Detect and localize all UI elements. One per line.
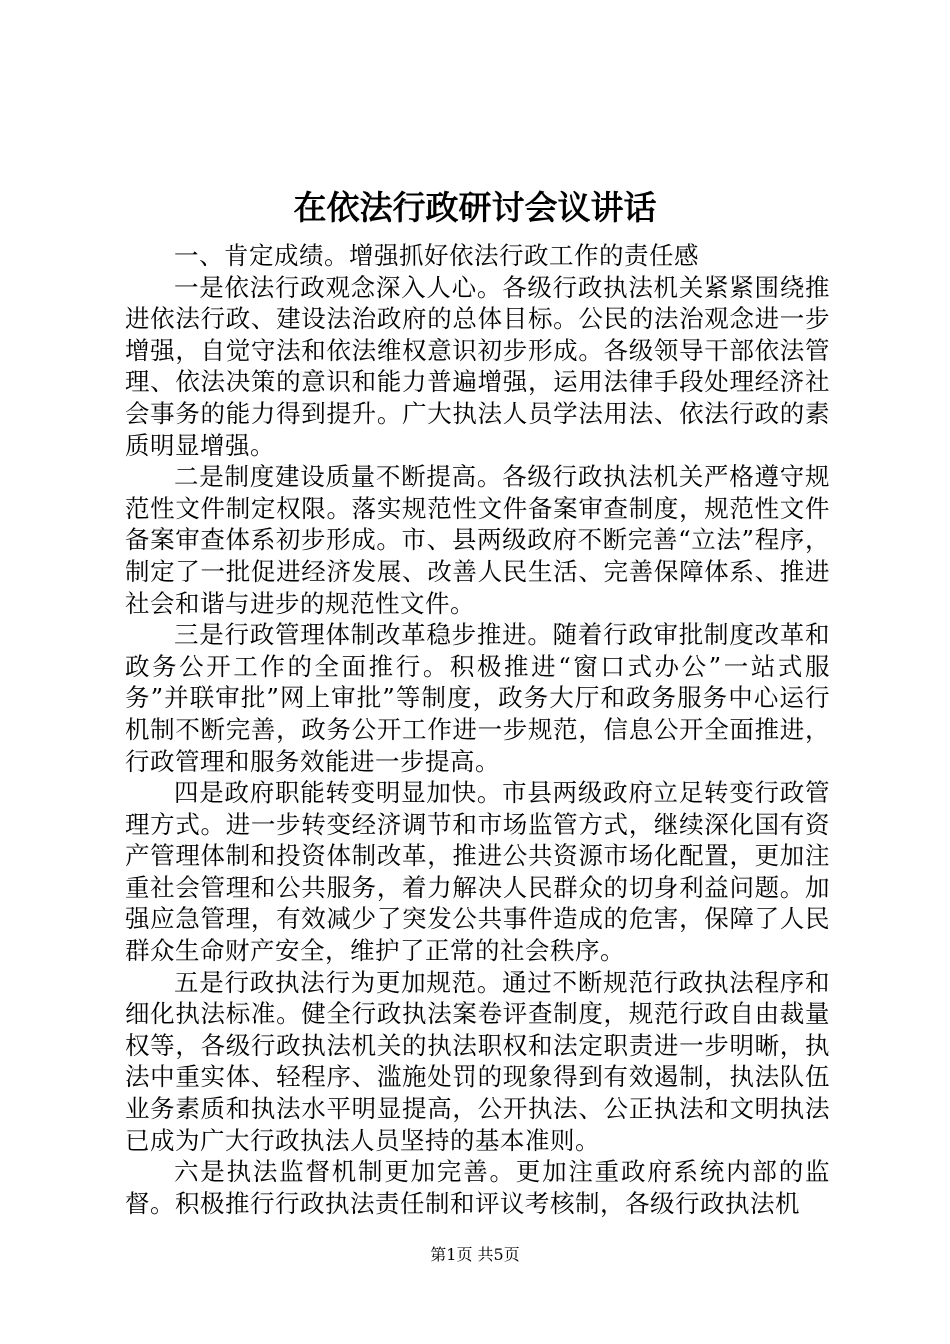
- document-body: [125, 240, 830, 1219]
- paragraph-point-three: 三是行政管理体制改革稳步推进。随着行政审批制度改革和政务公开工作的全面推行。积极推进“窗口式办公”一站式服务”并联审批”网上审批”等制度，政务大厅和政务服务中心运行机制不断完善，政务公开工作进一步规范，信息公开全面推进，行政管理和服务效能进一步提高。: [125, 620, 830, 776]
- document-title: 在依法行政研讨会议讲话: [293, 188, 657, 227]
- paragraph-point-four: 四是政府职能转变明显加快。市县两级政府立足转变行政管理方式。进一步转变经济调节和市场监管方式，继续深化国有资产管理体制和投资体制改革，推进公共资源市场化配置，更加注重社会管理和公共服务，着力解决人民群众的切身利益问题。加强应急管理，有效减少了突发公共事件造成的危害，保障了人民群众生命财产安全，维护了正常的社会秩序。: [125, 778, 830, 966]
- paragraph-point-two: 二是制度建设质量不断提高。各级行政执法机关严格遵守规范性文件制定权限。落实规范性文件备案审查制度，规范性文件备案审查体系初步形成。市、县两级政府不断完善“立法”程序，制定了一批促进经济发展、改善人民生活、完善保障体系、推进社会和谐与进步的规范性文件。: [125, 462, 830, 618]
- paragraph-point-six: 六是执法监督机制更加完善。更加注重政府系统内部的监督。积极推行行政执法责任制和评议考核制，各级行政执法机: [125, 1157, 830, 1218]
- paragraph-section-heading: 一、肯定成绩。增强抓好依法行政工作的责任感: [174, 241, 699, 270]
- paragraph-point-one: 一是依法行政观念深入人心。各级行政执法机关紧紧围绕推进依法行政、建设法治政府的总体目标。公民的法治观念进一步增强，自觉守法和依法维权意识初步形成。各级领导干部依法管理、依法决策的意识和能力普遍增强，运用法律手段处理经济社会事务的能力得到提升。广大执法人员学法用法、依法行政的素质明显增强。: [125, 272, 830, 460]
- page-number-footer: 第1页 共5页: [430, 1245, 520, 1264]
- paragraph-point-five: 五是行政执法行为更加规范。通过不断规范行政执法程序和细化执法标准。健全行政执法案卷评查制度，规范行政自由裁量权等，各级行政执法机关的执法职权和法定职责进一步明晰，执法中重实体、轻程序、滥施处罚的现象得到有效遏制，执法队伍业务素质和执法水平明显提高，公开执法、公正执法和文明执法已成为广大行政执法人员坚持的基本准则。: [125, 967, 830, 1155]
